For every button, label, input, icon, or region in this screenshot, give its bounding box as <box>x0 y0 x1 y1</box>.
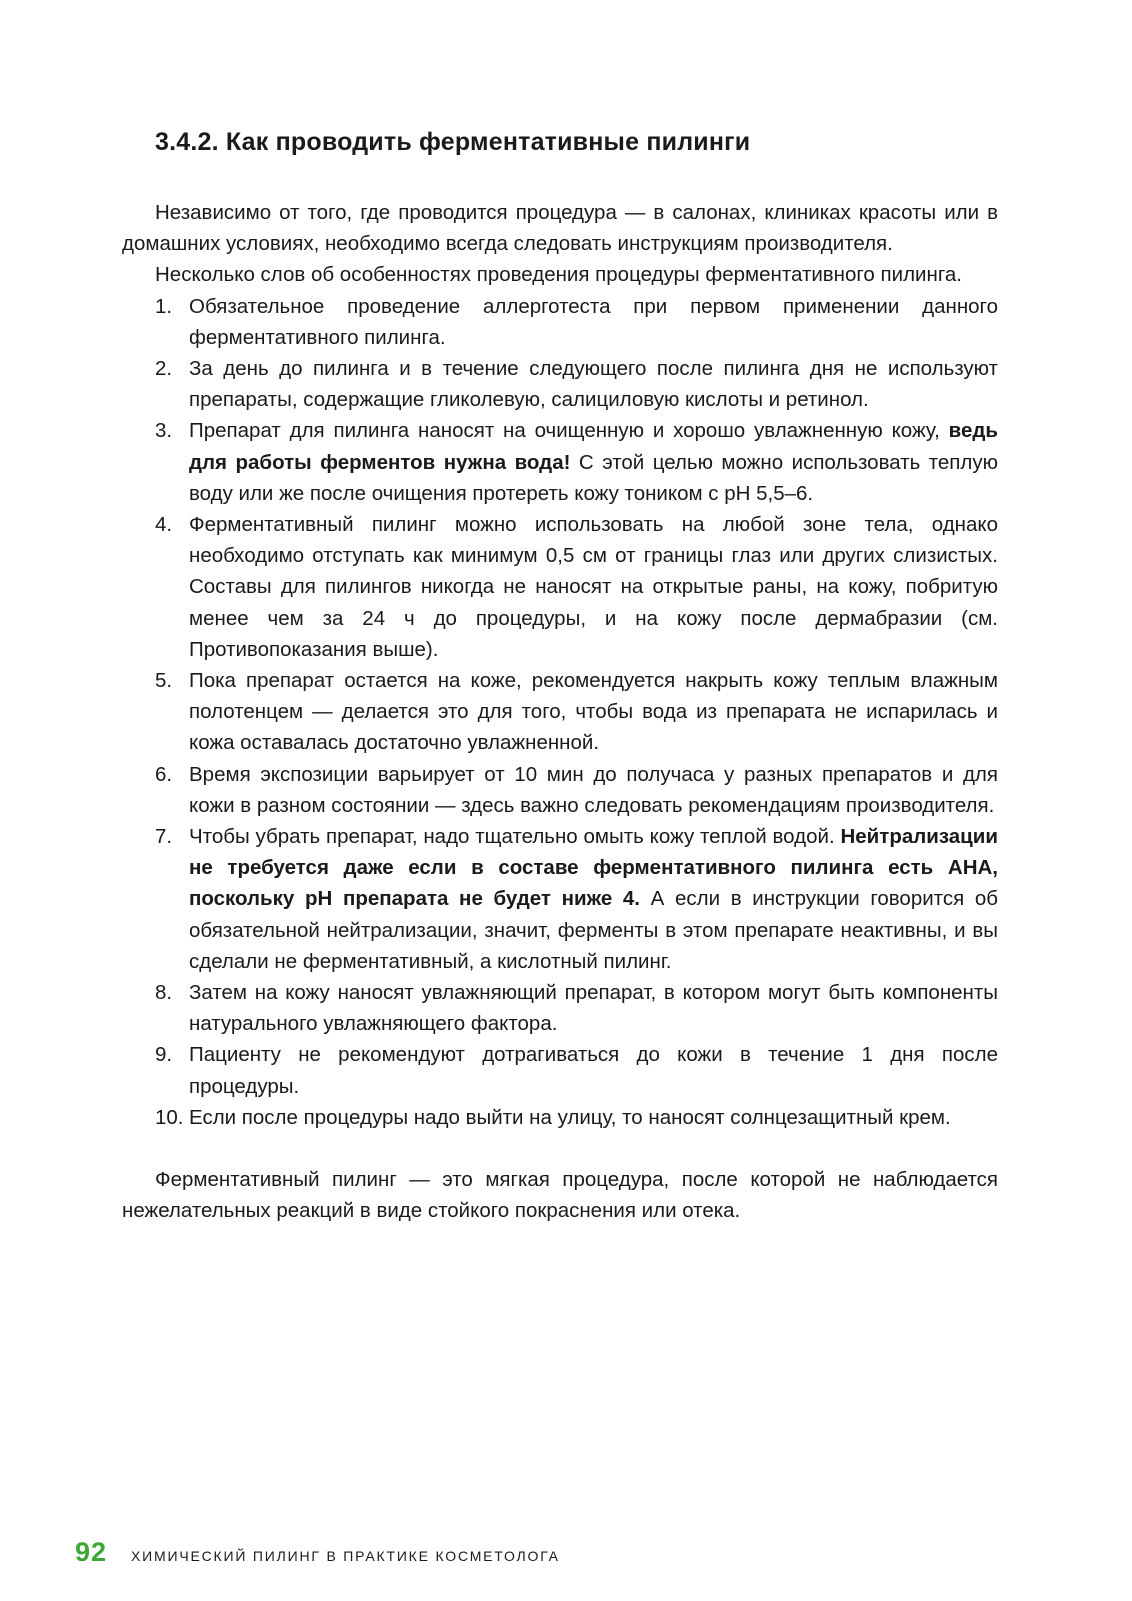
page-footer <box>75 1537 560 1568</box>
list-item-step-8 <box>122 977 998 1039</box>
list-item-step-3 <box>122 415 998 509</box>
step-text: За день до пилинга и в течение следующего после пилинга дня не используют препараты, содержащие гликолевую, салициловую кислоты и ретинол. <box>189 357 998 412</box>
step-text: Затем на кожу наносят увлажняющий препарат, в котором могут быть компоненты натурального увлажняющего фактора. <box>189 981 998 1036</box>
step-text: Ферментативный пилинг можно использовать на любой зоне тела, однако необходимо отступать как минимум 0,5 см от границы глаз или других слизистых. Составы для пилингов никогда не наносят на открытые раны, на кожу, побритую менее чем за 24 ч до процедуры, и на кожу после дермабразии (см. Противопоказания выше). <box>189 513 998 661</box>
step-text: Пока препарат остается на коже, рекомендуется накрыть кожу теплым влажным полотенцем — делается это для того, чтобы вода из препарата не испарилась и кожа оставалась достаточно увлажненной. <box>189 669 998 755</box>
step-text: Обязательное проведение аллерготеста при первом применении данного ферментативного пилинга. <box>189 294 998 349</box>
intro-paragraph-2: Несколько слов об особенностях проведения процедуры ферментативного пилинга. <box>155 263 962 287</box>
intro-paragraph-1: Независимо от того, где проводится процедура — в салонах, клиниках красоты или в домашних условиях, необходимо всегда следовать инструкциям производителя. <box>122 201 998 256</box>
section-heading: 3.4.2. Как проводить ферментативные пилинги <box>155 128 751 156</box>
step-number: 2. <box>155 357 173 381</box>
list-item-step-6 <box>122 759 998 821</box>
list-item-step-9 <box>122 1039 998 1101</box>
step-number: 6. <box>155 762 173 786</box>
page-number: 92 <box>75 1537 108 1567</box>
list-item-step-7 <box>122 821 998 977</box>
step-number: 4. <box>155 513 173 537</box>
step-number: 1. <box>155 294 173 318</box>
step-text: Пациенту не рекомендуют дотрагиваться до кожи в течение 1 дня после процедуры. <box>189 1043 998 1098</box>
running-title: ХИМИЧЕСКИЙ ПИЛИНГ В ПРАКТИКЕ КОСМЕТОЛОГА <box>131 1548 560 1564</box>
step-number: 8. <box>155 981 173 1005</box>
step-text-tail: А если в инструкции говорится об обязательной нейтрализации, значит, ферменты в этом препарате неактивны, и вы сделали не ферментативный, а кислотный пилинг. <box>189 887 998 973</box>
list-item-step-2 <box>122 353 998 415</box>
step-number: 3. <box>155 419 173 443</box>
step-text-emphasis: ведь для работы ферментов нужна вода! <box>189 419 998 474</box>
list-item-step-5 <box>122 665 998 759</box>
procedure-steps-list <box>122 291 998 1133</box>
step-text-emphasis: Нейтрализации не требуется даже если в составе ферментативного пилинга есть AHA, поскольку pH препарата не будет ниже 4. <box>189 825 998 911</box>
conclusion-paragraph: Ферментативный пилинг — это мягкая процедура, после которой не наблюдается нежелательных реакций в виде стойкого покраснения или отека. <box>122 1168 998 1223</box>
step-text-lead: Препарат для пилинга наносят на очищенную и хорошо увлажненную кожу, <box>189 419 949 443</box>
step-number: 9. <box>155 1043 173 1067</box>
list-item-step-4 <box>122 509 998 665</box>
list-item-step-10 <box>122 1102 998 1133</box>
step-text: Время экспозиции варьирует от 10 мин до получаса у разных препаратов и для кожи в разном состоянии — здесь важно следовать рекомендациям производителя. <box>189 762 998 817</box>
step-number: 10. <box>155 1105 184 1129</box>
step-text-tail: С этой целью можно использовать теплую воду или же после очищения протереть кожу тоником с pH 5,5–6. <box>189 450 998 505</box>
step-number: 7. <box>155 825 173 849</box>
list-item-step-1 <box>122 291 998 353</box>
step-text: Если после процедуры надо выйти на улицу, то наносят солнцезащитный крем. <box>189 1105 951 1129</box>
step-text-lead: Чтобы убрать препарат, надо тщательно омыть кожу теплой водой. <box>189 825 841 849</box>
step-number: 5. <box>155 669 173 693</box>
section-body <box>122 197 998 1227</box>
